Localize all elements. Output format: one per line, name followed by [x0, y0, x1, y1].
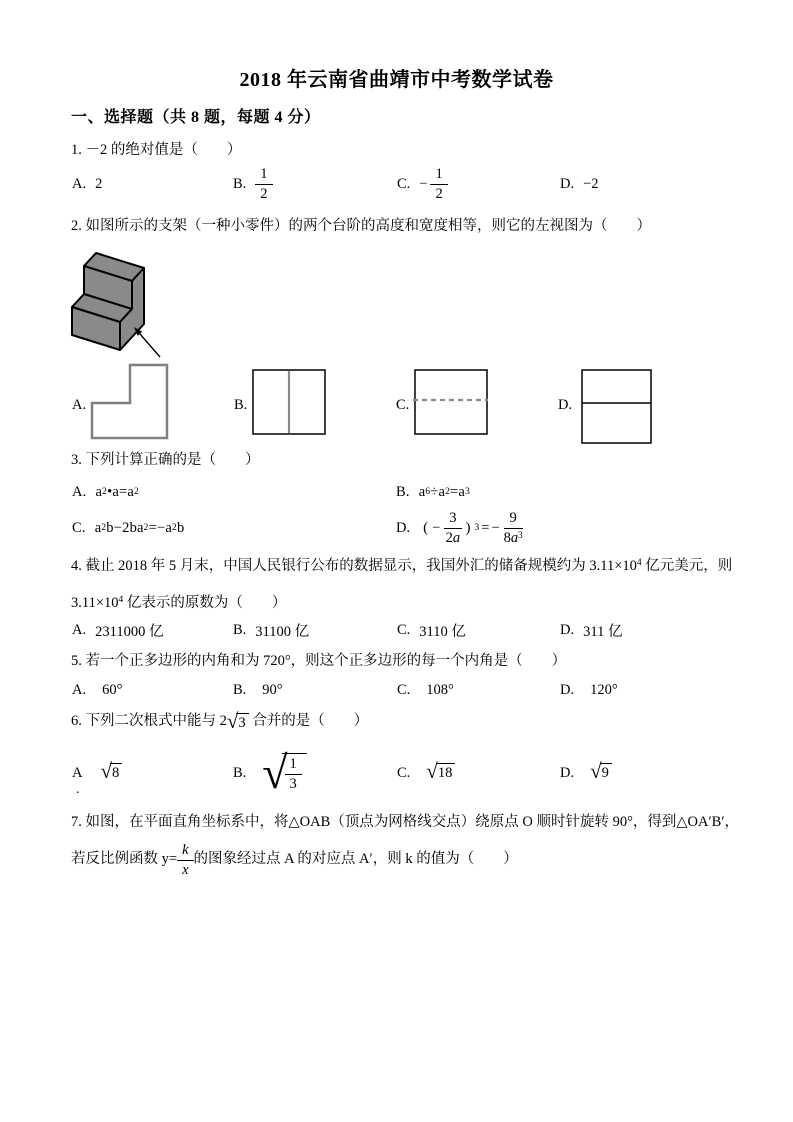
math-term: b — [176, 519, 185, 536]
q1-option-b-label: B. — [233, 175, 247, 192]
text-run: 亿表示的原数为（ ） — [123, 595, 287, 611]
q1-option-d-value: −2 — [583, 175, 599, 192]
q5-option-c-label: C. — [397, 681, 411, 698]
q2-option-b-label: B. — [234, 397, 248, 413]
q2-option-d-shape — [579, 366, 655, 444]
q6-option-b-label: B. — [233, 764, 247, 781]
q5-option-c — [397, 678, 454, 702]
exponent: 4 — [118, 595, 124, 605]
q5-option-b-value: 90° — [262, 681, 283, 698]
math-term: =a — [450, 483, 466, 500]
q5-option-a — [72, 678, 122, 702]
q4-option-d-label: D. — [560, 621, 575, 638]
math-term: ÷a — [430, 483, 446, 500]
sqrt-sign: √ — [226, 709, 239, 733]
q6-option-c — [397, 746, 455, 800]
radicand: 18 — [436, 763, 456, 782]
math-term: =−a — [148, 519, 173, 536]
sqrt-expression — [226, 709, 249, 733]
left-paren: ( — [423, 519, 429, 536]
rectangle — [415, 370, 487, 434]
radicand: 3 — [236, 713, 248, 732]
fraction — [504, 510, 523, 546]
q5-option-a-label: A. — [72, 681, 87, 698]
q2-option-c-label: C. — [396, 397, 410, 413]
fraction-denominator: 2 — [435, 185, 443, 202]
text-run: 合并的是（ ） — [248, 713, 369, 729]
q4-option-a-label: A. — [72, 621, 87, 638]
fraction — [444, 510, 461, 546]
minus-sign: − — [419, 175, 428, 192]
q6-option-d — [560, 746, 612, 800]
sqrt-sign: √ — [590, 759, 602, 784]
radicand: 8 — [110, 763, 122, 782]
fraction-denominator — [504, 529, 523, 547]
coefficient: 8 — [503, 529, 511, 546]
q6-option-a-label: A — [72, 764, 83, 781]
radicand: 9 — [600, 763, 612, 782]
fraction-numerator: 1 — [285, 756, 302, 775]
q4-option-b — [233, 618, 309, 642]
q1-option-a — [72, 161, 102, 207]
variable: a — [510, 529, 519, 546]
text-run: 3.11×10 — [71, 595, 119, 611]
text-run: 亿元美元，则 — [641, 558, 733, 574]
text-run: 的图象经过点 A 的对应点 A′，则 k 的值为（ ） — [193, 851, 518, 868]
q4-option-d — [560, 618, 622, 642]
question-4-text-line1 — [71, 556, 732, 578]
q3-option-b: B. a 6 ÷a 2 =a 3 — [396, 483, 471, 500]
q4-option-d-value: 311 亿 — [583, 623, 623, 640]
fraction-denominator: x — [182, 861, 189, 878]
q5-option-b-label: B. — [233, 681, 247, 698]
q5-option-b — [233, 678, 283, 702]
q1-option-c — [397, 161, 448, 207]
math-term: a — [95, 483, 103, 500]
question-2-text: 2. 如图所示的支架（一种小零件）的两个台阶的高度和宽度相等，则它的左视图为（ ） — [71, 218, 651, 234]
sqrt-sign: √ — [426, 759, 438, 784]
question-1-text: 1. －2 的绝对值是（ ） — [71, 142, 242, 158]
q1-option-a-label: A. — [72, 175, 87, 192]
question-3-text: 3. 下列计算正确的是（ ） — [71, 452, 260, 468]
section-heading: 一、选择题（共 8 题，每题 4 分） — [71, 109, 321, 126]
q2-option-a-label: A. — [72, 397, 87, 413]
math-term: •a=a — [107, 483, 135, 500]
q1-option-d-label: D. — [560, 175, 575, 192]
radicand — [282, 753, 307, 792]
fraction-numerator: 1 — [255, 166, 272, 185]
text-run: 若反比例函数 y= — [71, 851, 178, 868]
sqrt-sign: √ — [100, 759, 113, 784]
question-4-text-line2 — [71, 593, 286, 615]
q2-option-c-shape — [412, 366, 492, 438]
question-7-text-line1: 7. 如图，在平面直角坐标系中，将△OAB（顶点为网格线交点）绕原点 O 顺时针旋转 90°，得到△OA′B′， — [71, 814, 740, 830]
sqrt-expression — [426, 759, 455, 784]
q2-option-b-shape — [250, 366, 330, 438]
sqrt-fraction-expression — [262, 747, 307, 799]
fraction-numerator: 1 — [430, 166, 447, 185]
fraction — [177, 842, 193, 878]
equals-sign: = — [481, 519, 490, 536]
q4-option-c — [397, 618, 466, 642]
exponent: 4 — [636, 558, 642, 568]
sqrt-expression — [100, 759, 122, 784]
q5-option-a-value: 60° — [102, 681, 123, 698]
pointer-arrow-line — [140, 333, 161, 357]
q1-option-c-label: C. — [397, 175, 411, 192]
sqrt-sign: √ — [262, 747, 288, 799]
q3-option-b-label: B. — [396, 483, 410, 500]
fraction-denominator: 2 — [260, 185, 268, 202]
fraction — [285, 756, 302, 792]
q3-option-c-label: C. — [72, 519, 86, 536]
minus-sign: − — [432, 519, 441, 536]
coefficient: 2 — [445, 529, 453, 546]
fraction-denominator — [444, 529, 461, 547]
text-run: 6. 下列二次根式中能与 2 — [71, 713, 227, 729]
question-6-text — [71, 711, 368, 733]
right-paren: ) — [465, 519, 471, 536]
fraction-denominator: 3 — [289, 776, 297, 792]
q5-option-d — [560, 678, 618, 702]
fraction-numerator: k — [177, 842, 193, 861]
q2-option-d-label: D. — [558, 397, 573, 413]
l-shape — [92, 365, 167, 438]
q1-option-d — [560, 161, 599, 207]
fraction — [255, 166, 272, 202]
q3-option-a: A. a 2 •a=a 2 — [72, 483, 139, 500]
fraction — [430, 166, 447, 202]
math-term: b−2ba — [106, 519, 144, 536]
fraction-numerator: 3 — [444, 510, 461, 529]
q3-option-c: C. a 2 b−2ba 2 =−a 2 b — [72, 519, 185, 536]
question-7-text-line2 — [71, 836, 518, 884]
q1-option-b — [233, 161, 273, 207]
q5-option-d-label: D. — [560, 681, 575, 698]
q2-option-a-shape — [88, 362, 188, 442]
q4-option-a — [72, 618, 163, 642]
q1-option-a-value: 2 — [95, 175, 103, 192]
q3-option-d-label: D. — [396, 519, 411, 536]
q6-option-b — [233, 746, 307, 800]
q3-option-a-label: A. — [72, 483, 87, 500]
q4-option-b-label: B. — [233, 621, 247, 638]
question-5-text: 5. 若一个正多边形的内角和为 720°，则这个正多边形的每一个内角是（ ） — [71, 653, 567, 669]
q4-option-a-value: 2311000 亿 — [95, 623, 164, 640]
q4-option-c-label: C. — [397, 621, 411, 638]
q4-option-b-value: 31100 亿 — [255, 623, 310, 640]
minus-sign: − — [491, 519, 500, 536]
q5-option-c-value: 108° — [426, 681, 454, 698]
rectangle — [582, 370, 651, 443]
q5-option-d-value: 120° — [590, 681, 618, 698]
fraction-numerator: 9 — [504, 510, 523, 529]
q6-option-d-label: D. — [560, 764, 575, 781]
variable: a — [452, 529, 461, 546]
text-run: 4. 截止 2018 年 5 月末，中国人民银行公布的数据显示，我国外汇的储备规模约为 3.11×10 — [71, 558, 637, 574]
q4-option-c-value: 3110 亿 — [419, 623, 466, 640]
exponent: 3 — [518, 529, 523, 540]
math-term: a — [94, 519, 102, 536]
sqrt-expression — [590, 759, 612, 784]
page-title: 2018 年云南省曲靖市中考数学试卷 — [239, 69, 554, 91]
step-block-figure — [62, 247, 197, 372]
math-term: a — [418, 483, 426, 500]
stray-dot: . — [76, 782, 80, 797]
q3-option-d: D. ( − $\frac{3}{2a}$ ) 3 = − $\frac{9}{8a^3}$ — [396, 509, 523, 546]
q6-option-c-label: C. — [397, 764, 411, 781]
